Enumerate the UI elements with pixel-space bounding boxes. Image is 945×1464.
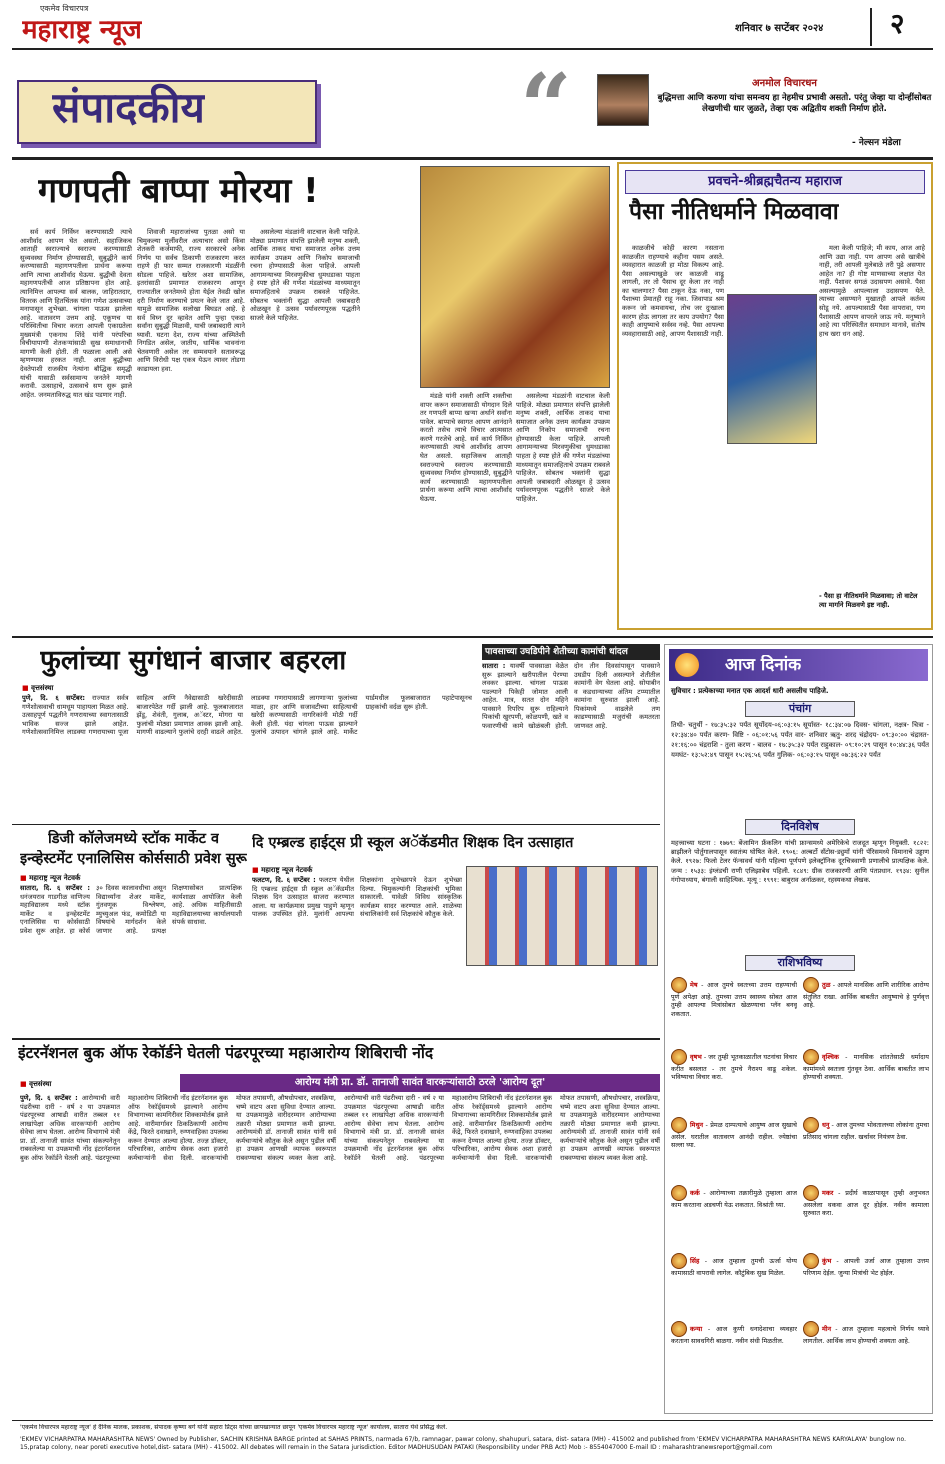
editorial-col-4 (420, 392, 512, 630)
rain-dateline: सातारा : (482, 662, 506, 670)
rashi-dhanu-name: धनु (822, 1121, 830, 1129)
editorial-col-1-text: सर्व कार्य निर्विघ्न करण्यासाठी त्याचे आशीर्वाद आपण घेत असतो. सहाजिकच आताही स्वराज्याचे स्वराज्य करण्यासाठी सुव्यवस्था निर्माण होण्यासाठी, सुबुद्धीने कार्य करण्यासाठी महागणपतीला प्रार्थना करूया आणि त्याचा आशीर्वाद घेऊया. बुद्धीची देवता महागणपतीची आज प्रतिष्ठापना होत आहे. त्यानिमित्त आपल्या सर्व बालक, जाहिरातदार, वितरक आणि हितचिंतक यांना गणेश उत्सवाच्या मनापासून शुभेच्छा. चांगला पाऊस झालेला आहे. वातावरण उत्तम आहे. एकूणच या परिस्थितीचा विचार करता आपली एकाग्रतेला मुख्यमंत्री एकनाथ शिंदे यांनी परंपरिचा विचीयापाणी शेतकऱ्यांसाठी सुख समाधानाची मागणी केली होती. ती फळाला आली असे म्हणण्यास हरकत नाही. आता बुद्धीच्या देवतेपाशी राजकीय नेत्यांना बौद्धिक समृद्धी यांची यासाठी सर्वसामान्य जनतेने मागणी करावी. उत्साहाचे, उत्सवाचे सण सुरू झाले आहेत. जनमताविरुद्ध यात खंड पडणार नाही. (20, 228, 132, 399)
arogya-dateline: पुणे, दि. ६ सप्टेंबर : (20, 1094, 78, 1102)
masthead-rule (12, 48, 933, 50)
rashi-vrushabh: वृषभ - जर तुम्ही भूतकाळातील घटनांचा विचार करीत बसलात - तर तुमचे नैराश्य वाढू शकेल. भविष्याचा विचार करा. (671, 1049, 797, 1115)
rashi-mithun-text: प्रेमळ दाम्पत्याचे आयुष्य आज सुखाचे असेल. घरातील वातावरण आनंदी राहील. ज्येष्ठांचा सल्ला घ्या. (671, 1121, 797, 1150)
mithun-icon (671, 1117, 687, 1133)
quote-author: - नेल्सन मंडेला (852, 138, 901, 148)
editorial-col-4-text: मंडळे यांनी शक्ती आणि शक्तीचा वापर करून समाजासाठी योगदान दिले तर गणपती बाप्पा खऱ्या अर्थाने सर्वांना पावेल. बाप्पाचे स्वागत आपण आनंदाने करतो तसेच त्याचे विचार आत्मसात करणे गरजेचे आहे. सर्व कार्य निर्विघ्न करण्यासाठी त्याचे आशीर्वाद आपण घेत असतो. सहाजिकच आताही स्वराज्याचे स्वराज्य करण्यासाठी सुव्यवस्था निर्माण होण्यासाठी, सुबुद्धीने कार्य करण्यासाठी महागणपतीला प्रार्थना करूया आणि त्याचा आशीर्वाद घेऊया. (420, 392, 512, 503)
maharaj-photo (727, 294, 817, 444)
dinvishesh-text: महत्त्वाच्या घटना : १७७९: बेंजामिन फ्रँकलिन यांची फ्रान्समध्ये अमेरिकेचे राजदूत म्हणून नियुक्ती. १८२२: ब्राझीलने पोर्तुगालपासून स्वातंत्र्य घोषित केले. १९०६: अल्बर्टो सँटोस-ड्युमॉं यांनी पॅरिसमध्ये विमानाचे उड्डाण केले. १९२७: फिलो टेलर फॅन्सवर्थ यांनी पहिल्या पूर्णपणे इलेक्ट्रॉनिक दूरचित्रवाणी प्रणालीचे प्रात्यक्षिक केले. जन्म : १५३३: इंग्लंडची राणी एलिझाबेथ पहिली. १८४९: ग्रीक राजकारणी आणि पंतप्रधान. १९३४: सुनील गंगोपाध्याय, बंगाली साहित्यिक. मृत्यू : १९९१: बाबुराव अर्नाळकर, रहस्यकथा लेखक. (671, 839, 929, 884)
quote-text: बुद्धिमत्ता आणि करुणा यांचा समन्वय हा नेहमीच प्रभावी असतो. परंतु जेव्हा या दोन्हींसोबत लेखणीची धार जुळते, तेव्हा एक अद्वितीय शक्ती निर्माण होते. (657, 92, 932, 114)
arogya-text-col (20, 1094, 660, 1396)
flowers-headline: फुलांच्या सुगंधानं बाजार बहरला (40, 645, 347, 676)
editorial-col-2 (137, 228, 245, 630)
rashi-vrushabh-name: वृषभ (690, 1053, 702, 1061)
tula-icon (803, 977, 819, 993)
sinh-icon (671, 1253, 687, 1269)
kark-icon (671, 1185, 687, 1201)
rashi-mesh-text: आज तुमचे स्वतःच्या उत्तम राहण्याची पूर्ण अपेक्षा आहे. तुमच्या उत्तम स्वास्थ्य सोबत आज तुम्ही आपल्या मित्रांसोबत खेळण्याचा प्लॅन बनवू शकतात. (671, 981, 797, 1018)
suvichar: सुविचार : प्रत्येकाच्या मनात एक आदर्श धारी असलीच पाहिजे. (671, 687, 829, 695)
footer-imprint-marathi: 'एकमेव विचारपत्र महाराष्ट्र न्यूज' हे दैनिक मालक, प्रकाशक, संपादक कृष्णा बर्गे यांनी सहारा प्रिंट्स यांच्या छापखान्यात छापून 'एकमेव विचारपत्र महाराष्ट्र न्यूज' कार्यालय, सातारा येथे प्रसिद्ध केले. (20, 1424, 448, 1431)
stock-text: धनंजयराव गाडगीळ वाणिज्य महाविद्यालय मध्ये स्टॉक मार्केट व इन्व्हेस्टमेंट एनालिसिस या कोर्ससाठी प्रवेश सुरू आहेत. हा कोर्स ३० दिवस कालावधीचा असून विद्यार्थ्यांना शेअर मार्केट, गुंतवणूक विश्लेषण, म्युच्युअल फंड, कमोडिटी या विषयांचे मार्गदर्शन केले जाणार आहे. प्रत्यक्ष शिक्षणासोबत प्रात्यक्षिक कार्यशाळा आयोजित केली आहे. अधिक माहितीसाठी महाविद्यालयाच्या कार्यालयाशी संपर्क साधावा. (20, 884, 242, 935)
pravachan-footer: - पैसा हा नीतिधर्माने मिळवावा; तो वाटेल त्या मार्गाने मिळवणे इष्ट नाही. (819, 592, 918, 609)
rashi-kark: कर्क - आरोग्याच्या तक्रारीमुळे तुम्हाला आज काम करताना अडचणी येऊ शकतात. विश्रांती घ्या. (671, 1185, 797, 1251)
stock-byline-text: महाराष्ट्र न्यूज नेटवर्क (29, 874, 81, 882)
makar-icon (803, 1185, 819, 1201)
pravachan-headline: पैसा नीतिधर्माने मिळवावा (629, 199, 839, 225)
vrushabh-icon (671, 1049, 687, 1065)
flowers-byline (22, 684, 53, 693)
rashi-tula-text: आपले मानसिक आणि शारीरिक आरोग्य संतुलित राखा. आर्थिक बाबतीत आयुष्याचे हे पुर्णवृत्त आहे. (803, 981, 929, 1010)
rashi-makar-name: मकर (822, 1189, 834, 1197)
arogya-byline-text: वृत्तसंस्था (29, 1080, 52, 1088)
rashi-meen-text: आज तुम्हाला महत्वाचे निर्णय घ्यावे लागतील. आर्थिक लाभ होण्याची शक्यता आहे. (803, 1325, 929, 1345)
pravachan-box (617, 162, 933, 630)
flowers-dateline: पुणे, दि. ६ सप्टेंबर: (22, 694, 86, 702)
school-byline (252, 866, 312, 875)
editorial-col-5 (516, 392, 610, 630)
flowers-text: राज्यात सर्वत्र गणेशोत्सवाची धामधूम पाहायला मिळत आहे. उत्साहपूर्ण पद्धतीने गणरायाच्या स्वागतासाठी भाविक सज्ज झाले आहेत. गणेशोत्सवानिमित्त लाडक्या गणरायाच्या पूजा साहित्य आणि नैवेद्यासाठी खरेदीसाठी बाजारपेठेत गर्दी झाली आहे. फूलबाजारात झेंडू, शेवंती, गुलाब, अॅस्टर, मोगरा या फुलांची मोठ्या प्रमाणात आवक झाली आहे. मागणी वाढल्याने फुलांचे दरही वाढले आहेत. लाडक्या गणरायासाठी लागणाऱ्या फुलांच्या माळा, हार आणि सजावटीच्या साहित्याची खरेदी करण्यासाठी नागरिकांनी मोठी गर्दी केली होती. यंदा चांगला पाऊस झाल्याने फुलांचे उत्पादन चांगले झाले आहे. मार्केट यार्डमधील फूलबाजारात पहाटेपासूनच ग्राहकांची वर्दळ सुरू होती. (22, 694, 472, 737)
editorial-col-5-text: असलेल्या मंडळांनी वाटचाल केली पाहिजे. मोठ्या प्रमाणात संपत्ति झालेली मनुष्य शक्ती, आर्थिक ताकद याचा समाजात अनेक उत्तम कार्यक्रम उपक्रम आणि निकोप समाजाची रचना होण्यासाठी केला पाहिजे. आपली आगामन्याच्या मिरवणुकीचा धुमधडाका पाहता हे स्पष्ट होते की गणेश मंडळांच्या माध्यमातून समाजहिताचे उपक्रम राबवले पाहिजेत. सोबतच भक्तांनी सुद्धा आपली जबाबदारी ओळखून हे उत्सव पर्यावरणपूरक पद्धतीने साजरे केले पाहिजेत. (516, 392, 610, 503)
rashi-kumbh-name: कुंभ (822, 1257, 832, 1265)
pravachan-kicker: प्रवचने-श्रीब्रह्मचैतन्य महाराज (625, 170, 925, 194)
footer-rule (12, 1420, 933, 1421)
school-text-col (252, 876, 462, 966)
bullet-icon: ■ (20, 1080, 27, 1088)
section-banner (12, 54, 933, 160)
editorial-col-3 (250, 228, 360, 630)
quote-heading: अनमोल विचारधन (752, 78, 817, 89)
rashi-mesh: मेष - आज तुमचे स्वतःच्या उत्तम राहण्याची पूर्ण अपेक्षा आहे. तुमच्या उत्तम स्वास्थ्य सोबत आज तुम्ही आपल्या मित्रांसोबत खेळण्याचा प्लॅन बनवू शकतात. (671, 977, 797, 1047)
masthead-tagline: एकमेव विचारपत्र (40, 4, 89, 13)
rashi-vrushchik-name: वृश्चिक (822, 1053, 839, 1061)
rashi-title: राशिभविष्य (745, 955, 855, 971)
rashi-kanya-name: कन्या (690, 1325, 703, 1333)
arogya-byline (20, 1080, 51, 1089)
rashi-kanya-text: आज कुणी धनादेशाचा व्यवहार करताना सावधगिरी बाळगा. नवीन संधी मिळतील. (671, 1325, 797, 1345)
kanya-icon (671, 1321, 687, 1337)
school-photo (466, 866, 658, 966)
school-headline: दि एम्ब्रल्ड हाईट्स प्री स्कूल अॅकॅडमीत शिक्षक दिन उत्साहात (252, 835, 574, 851)
aajdinank-panel (664, 644, 933, 1414)
panchang-title: पंचांग (745, 701, 855, 717)
dhanu-icon (803, 1117, 819, 1133)
stock-byline (20, 874, 80, 883)
sun-icon (675, 653, 699, 677)
rashi-kumbh: कुंभ - आपली उर्जा आज तुम्हाला उत्तम परिणाम देईल. जुन्या मित्रांची भेट होईल. (803, 1253, 929, 1319)
flowers-byline-text: वृत्तसंस्था (31, 684, 54, 692)
masthead-divider (870, 8, 872, 46)
mesh-icon (671, 977, 687, 993)
arogya-top-rule (12, 1038, 660, 1040)
dinvishesh-title: दिनविशेष (745, 819, 855, 835)
rain-text: यावर्षी पावसाळा वेळेत सुरू झाल्याने खरीपातील पेरण्या लवकर झाल्या. चांगला पाऊस पडल्याने पिकेही जोमात आली आहेत. मात्र, सतत दोन महिने पावसाने रिपरिप सुरू राहिल्याने पिकांची खुरपणी, कोळपणी, खते व फवारणीची कामे खोळंबली होती. दोन तीन दिवसांपासून पावसाने उघडीप दिली असल्याने शेतीतील कामांनी वेग घेतला आहे. सोयाबीन व कडधान्याच्या अंतिम टप्प्यातील कामांना सुरुवात झाली आहे. पिकांमध्ये वाढलेले तण काढण्यासाठी मजुरांची कमतरता जाणवत आहे. (482, 662, 660, 730)
ganpati-photo (420, 166, 610, 388)
school-byline-text: महाराष्ट्र न्यूज नेटवर्क (261, 866, 313, 874)
rashi-dhanu-text: आज तुमच्या भोवतालच्या लोकांना तुमचा प्रतिसाद चांगला राहील. खर्चावर नियंत्रण ठेवा. (803, 1121, 929, 1141)
rashi-sinh-name: सिंह (690, 1257, 700, 1265)
arogya-text-cont: आरोग्याची वारी पंढरीच्या दारी - वर्ष २ या उपक्रमात पंढरपूरच्या आषाढी वारीत तब्बल ११ लाखांपेक्षा अधिक वारकऱ्यांनी आरोग्य सेवेचा लाभ घेतला. आरोग्य विभागाचे मंत्री प्रा. डॉ. तानाजी सावंत यांच्या संकल्पनेतून राबवलेल्या या उपक्रमाची नोंद इंटरनॅशनल बुक ऑफ रेकॉर्डने घेतली आहे. पंढरपूरच्या महाआरोग्य शिबिराची नोंद इंटरनॅशनल बुक ऑफ रेकॉर्ड्समध्ये झाल्याने आरोग्य विभागाच्या कामगिरीवर शिक्कामोर्तब झाले आहे. वारीमार्गावर ठिकठिकाणी आरोग्य केंद्रे, फिरते दवाखाने, रुग्णवाहिका उपलब्ध करून देण्यात आल्या होत्या. तज्ज्ञ डॉक्टर, परिचारिका, आरोग्य सेवक अशा हजारो कर्मचाऱ्यांनी सेवा दिली. वारकऱ्यांची मोफत तपासणी, औषधोपचार, शस्त्रक्रिया, चष्मे वाटप अशा सुविधा देण्यात आल्या. या उपक्रमामुळे वारीदरम्यान आरोग्याच्या तक्रारी मोठ्या प्रमाणात कमी झाल्या. आरोग्यमंत्री डॉ. तानाजी सावंत यांनी सर्व कर्मचाऱ्यांचे कौतुक केले असून पुढील वर्षी हा उपक्रम आणखी व्यापक स्वरूपात राबवण्याचा संकल्प व्यक्त केला आहे. (344, 1094, 660, 1162)
panchang-text: तिथी- चतुर्थी - १७:३५:३२ पर्यंत सूर्योदय-०६:०३:१५ सूर्यास्त- १८:३४:०७ दिवस- चांगला, नक्षत्र- चित्रा - १२:३४:४० पर्यंत करण- विष्टि - ०६:०१:५६ पर्यंत वार- शनिवार ऋतु- शरद चंद्रोदय- ०९:३०:०० चंद्रास्त- २१:१६:०० चंद्रराशि - तुला करण - बालव - १७:३५:३२ पर्यंत राहुकाल- ०९:१०:२९ पासून १०:४४:३६ पर्यंत यमघंट- १३:५२:४९ पासून १५:२६:५६ पर्यंत गुलिक- ०६:०३:१५ पासून ०७:३६:२२ पर्यंत (671, 721, 929, 759)
rashi-kark-text: आरोग्याच्या तक्रारीमुळे तुम्हाला आज काम करताना अडचणी येऊ शकतात. विश्रांती घ्या. (671, 1189, 797, 1209)
arogya-subhead: आरोग्य मंत्री प्रा. डॉ. तानाजी सावंत वारकऱ्यांसाठी ठरले 'आरोग्य दूत' (180, 1074, 660, 1092)
rashi-kanya: कन्या - आज कुणी धनादेशाचा व्यवहार करताना सावधगिरी बाळगा. नवीन संधी मिळतील. (671, 1321, 797, 1387)
rashi-meen: मीन - आज तुम्हाला महत्वाचे निर्णय घ्यावे लागतील. आर्थिक लाभ होण्याची शक्यता आहे. (803, 1321, 929, 1387)
quote-marks-icon: “ (520, 54, 572, 160)
editorial-headline: गणपती बाप्पा मोरया ! (38, 171, 319, 211)
pravachan-col-1 (622, 244, 724, 584)
rashi-vrushchik: वृश्चिक - मानसिक शांततेसाठी धर्मादाय कामांमध्ये स्वतःला गुंतवून ठेवा. आर्थिक बाबतीत लाभ होण्याची शक्यता. (803, 1049, 929, 1115)
rashi-sinh-text: आज तुम्हाला तुमची ऊर्जा योग्य कामासाठी वापरावी लागेल. कौटुंबिक सुख मिळेल. (671, 1257, 797, 1277)
rashi-mithun-name: मिथुन (690, 1121, 704, 1129)
meen-icon (803, 1321, 819, 1337)
rain-text-col (482, 662, 660, 818)
vrushchik-icon (803, 1049, 819, 1065)
editorial-col-2-text: शिवाजी महाराजांच्या पुतळा असो या चिमुकल्या मुलींवरील अत्याचार असो किंवा शेतकरी कर्जमाफी, राज्य सरकारचे अनेक निर्णय या सर्वच ठिकाणी राजकारण करत राहणे ही फार सम्मत राजकारणी मंडळींनी सोडला पाहिजे. खरेतर अशा सामाजिक, इतरांसाठी प्रमाणात राजकारण आणून राज्यातील जनतेमध्ये होता येईल तेवढी खोल दरी निर्माण करण्याचे प्रयत्न केले जात आहे. यामुळे सामाजिक सलोखा बिघडत आहे. हे सर्व विघ्न दूर व्हावेत आणि पुन्हा एकदा सर्वांना सुबुद्धी मिळावी, याची जबाबदारी त्याने घ्यावी. घटना देश, राज्य यांच्या अस्मितेशी निगडित असेल, जातीय, धार्मिक भावनांना चेतवणारी असेल तर सम्मवयाने सतावरूद्ध आणि विरोधी पक्ष एकत्र येऊन त्यावर तोडगा काढायला हवा. (137, 228, 245, 373)
rashi-mesh-name: मेष (690, 981, 698, 989)
school-dateline: फलटण, दि. ६ सप्टेंबर : (252, 876, 316, 884)
kumbh-icon (803, 1253, 819, 1269)
bullet-icon: ■ (22, 684, 29, 692)
rashi-tula: तुळ - आपले मानसिक आणि शारीरिक आरोग्य संतुलित राखा. आर्थिक बाबतीत आयुष्याचे हे पुर्णवृत्त आहे. (803, 977, 929, 1047)
pravachan-col-2 (819, 244, 925, 584)
mid-rule (12, 824, 660, 825)
editorial-col-1 (20, 228, 132, 630)
pravachan-col-1-text: काळजीचे कोही कारण नसताना काळजीत राहण्याचे कहीना यसम असते. व्यवहारात काळजी हा मोठा विकल्प आहे. पैसा असल्याखुळे जर काळजी वाढू लागली, तर तो पैसाच दूर केला तर नाही का चालणार? पैसा टाकून देऊ नका, पण पैशाच्या प्रेमातही राहू नका. जिवापाड श्रम करून जो कमवायचा, तोच जर दुःखाला कारण होऊ लागला तर काय उपयोग? पैसा काही आयुष्याचे सर्वस्व नव्हे. पैसा आपल्या व्यवहारासाठी आहे, आपण पैशासाठी नाही. (622, 244, 724, 338)
arogya-text: आरोग्याची वारी पंढरीच्या दारी - वर्ष २ या उपक्रमात पंढरपूरच्या आषाढी वारीत तब्बल ११ लाखांपेक्षा अधिक वारकऱ्यांनी आरोग्य सेवेचा लाभ घेतला. आरोग्य विभागाचे मंत्री प्रा. डॉ. तानाजी सावंत यांच्या संकल्पनेतून राबवलेल्या या उपक्रमाची नोंद इंटरनॅशनल बुक ऑफ रेकॉर्डने घेतली आहे. पंढरपूरच्या महाआरोग्य शिबिराची नोंद इंटरनॅशनल बुक ऑफ रेकॉर्ड्समध्ये झाल्याने आरोग्य विभागाच्या कामगिरीवर शिक्कामोर्तब झाले आहे. वारीमार्गावर ठिकठिकाणी आरोग्य केंद्रे, फिरते दवाखाने, रुग्णवाहिका उपलब्ध करून देण्यात आल्या होत्या. तज्ज्ञ डॉक्टर, परिचारिका, आरोग्य सेवक अशा हजारो कर्मचाऱ्यांनी सेवा दिली. वारकऱ्यांची मोफत तपासणी, औषधोपचार, शस्त्रक्रिया, चष्मे वाटप अशा सुविधा देण्यात आल्या. या उपक्रमामुळे वारीदरम्यान आरोग्याच्या तक्रारी मोठ्या प्रमाणात कमी झाल्या. आरोग्यमंत्री डॉ. तानाजी सावंत यांनी सर्व कर्मचाऱ्यांचे कौतुक केले असून पुढील वर्षी हा उपक्रम आणखी व्यापक स्वरूपात राबवण्याचा संकल्प व्यक्त केला आहे. (20, 1094, 336, 1162)
rashi-vrushabh-text: जर तुम्ही भूतकाळातील घटनांचा विचार करीत बसलात - तर तुमचे नैराश्य वाढू शकेल. भविष्याचा विचार करा. (671, 1053, 797, 1082)
rashi-sinh: सिंह - आज तुम्हाला तुमची ऊर्जा योग्य कामासाठी वापरावी लागेल. कौटुंबिक सुख मिळेल. (671, 1253, 797, 1319)
aajdinank-title: आज दिनांक (725, 655, 802, 675)
pravachan-col-2-text: मला केली पाहिजे; मी काय, आज आहे आणि उद्या नाही. पण आपण असे खात्रीचे नाही, तरी आपली मुलेबाळे तरी पुढे असणार आहेत ना? ही गोष्ट माणसाच्या लक्षात येत नाही. पैशावर सगळं उदासपण असावे. पैसा असल्यामुळे आपल्याला उदासपण येते. त्याच्या असण्याने मुखातही आपले कर्तव्य सोडू नये. आपल्यासाठी पैसा वापरावा, पण पैशासाठी आपण वापरले जाऊ नये. मनुष्याने आहे त्या परिस्थितीत समाधान मानावे, संतोष हाच खरा धन आहे. (819, 244, 925, 338)
rashi-dhanu: धनु - आज तुमच्या भोवतालच्या लोकांना तुमचा प्रतिसाद चांगला राहील. खर्चावर नियंत्रण ठेवा. (803, 1117, 929, 1183)
masthead-name: महाराष्ट्र न्यूज (22, 15, 142, 45)
arogya-headline: इंटरनॅशनल बुक ऑफ रेकॉर्डने घेतली पंढरपूरच्या महाआरोग्य शिबिराची नोंद (18, 1044, 434, 1062)
stock-text-col (20, 884, 242, 966)
flowers-text-col (22, 694, 472, 818)
rashi-mithun: मिथुन - प्रेमळ दाम्पत्याचे आयुष्य आज सुखाचे असेल. घरातील वातावरण आनंदी राहील. ज्येष्ठांचा सल्ला घ्या. (671, 1117, 797, 1183)
stock-headline-2: इन्व्हेस्टमेंट एनालिसिस कोर्ससाठी प्रवेश सुरू (20, 851, 247, 867)
bullet-icon: ■ (252, 866, 259, 874)
footer-imprint-english: 'EKMEV VICHARPATRA MAHARASHTRA NEWS' Owned by Publisher, SACHIN KRISHNA BARGE printed at SAHAS PRINTS, narmada 67/b, ramnagar, pawar colony, shahupuri, satara, dist- satara (MH) - 415002 and published from 'EKMEV VICHARPATRA MAHARASHTRA NEWS KARYALAYA' bunglow no. 15,pratap colony, near poreti executive hotel,dist- satara (MH) - 415002. All debates will remain in the Satara jurisdiction. Editor MADHUSUDAN PATAKI (Responsibility under PRB Act) Mob :- 8554047000 E-mail ID : maharashtranewsreport@gmail.com (20, 1436, 907, 1451)
rashi-makar: मकर - प्रदीर्घ काळापासून तुम्ही अनुभवत असलेला थकवा आज दूर होईल. नवीन कामाला सुरुवात करा. (803, 1185, 929, 1251)
editorial-bottom-rule (12, 636, 933, 638)
rashi-tula-name: तुळ (822, 981, 831, 989)
editorial-col-3-text: असलेल्या मंडळांनी वाटचाल केली पाहिजे. मोठ्या प्रमाणात संपत्ति झालेली मनुष्य शक्ती, आर्थिक ताकद याचा समाजात अनेक उत्तम कार्यक्रम उपक्रम आणि निकोप समाजाची रचना होण्यासाठी केला पाहिजे. आपली आगामन्याच्या मिरवणुकीचा धुमधडाका पाहता हे स्पष्ट होते की गणेश मंडळांच्या माध्यमातून समाजहिताचे उपक्रम राबवले पाहिजेत. सोबतच भक्तांनी सुद्धा आपली जबाबदारी ओळखून हे उत्सव पर्यावरणपूरक पद्धतीने साजरे केले पाहिजेत. (250, 228, 360, 322)
rashi-makar-text: प्रदीर्घ काळापासून तुम्ही अनुभवत असलेला थकवा आज दूर होईल. नवीन कामाला सुरुवात करा. (803, 1189, 929, 1218)
rashi-kark-name: कर्क (690, 1189, 700, 1197)
rashi-meen-name: मीन (822, 1325, 832, 1333)
page-number: २ (890, 7, 905, 40)
stock-dateline: सातारा, दि. ६ सप्टेंबर : (20, 884, 90, 892)
author-photo (597, 74, 649, 126)
section-title: संपादकीय (52, 83, 205, 132)
bullet-icon: ■ (20, 874, 27, 882)
stock-headline-1: डिजी कॉलेजमध्ये स्टॉक मार्केट व (48, 831, 220, 847)
issue-date: शनिवार ७ सप्टेंबर २०२४ (735, 23, 824, 34)
rashi-kumbh-text: आपली उर्जा आज तुम्हाला उत्तम परिणाम देईल. जुन्या मित्रांची भेट होईल. (803, 1257, 929, 1277)
school-text: फलटण येथील दि एम्ब्रल्ड हाईट्स प्री स्कूल अॅकॅडमीत शिक्षक दिन उत्साहात साजरा करण्यात आला. या कार्यक्रमास प्रमुख पाहुणे म्हणून पालक उपस्थित होते. मुलांनी आपल्या शिक्षकांना शुभेच्छापत्रे देऊन शुभेच्छा दिल्या. चिमुकल्यांनी शिक्षकांची भूमिका साकारली. यावेळी विविध सांस्कृतिक कार्यक्रम सादर करण्यात आले. शाळेच्या संचालिकांनी सर्व शिक्षकांचे कौतुक केले. (252, 876, 462, 919)
masthead (0, 0, 945, 50)
rashi-vrushchik-text: मानसिक शांततेसाठी धर्मादाय कामांमध्ये स्वतःला गुंतवून ठेवा. आर्थिक बाबतीत लाभ होण्याची शक्यता. (803, 1053, 929, 1082)
rain-headline: पावसाच्या उघडिपीने शेतीच्या कामांची धांदल (482, 644, 660, 660)
